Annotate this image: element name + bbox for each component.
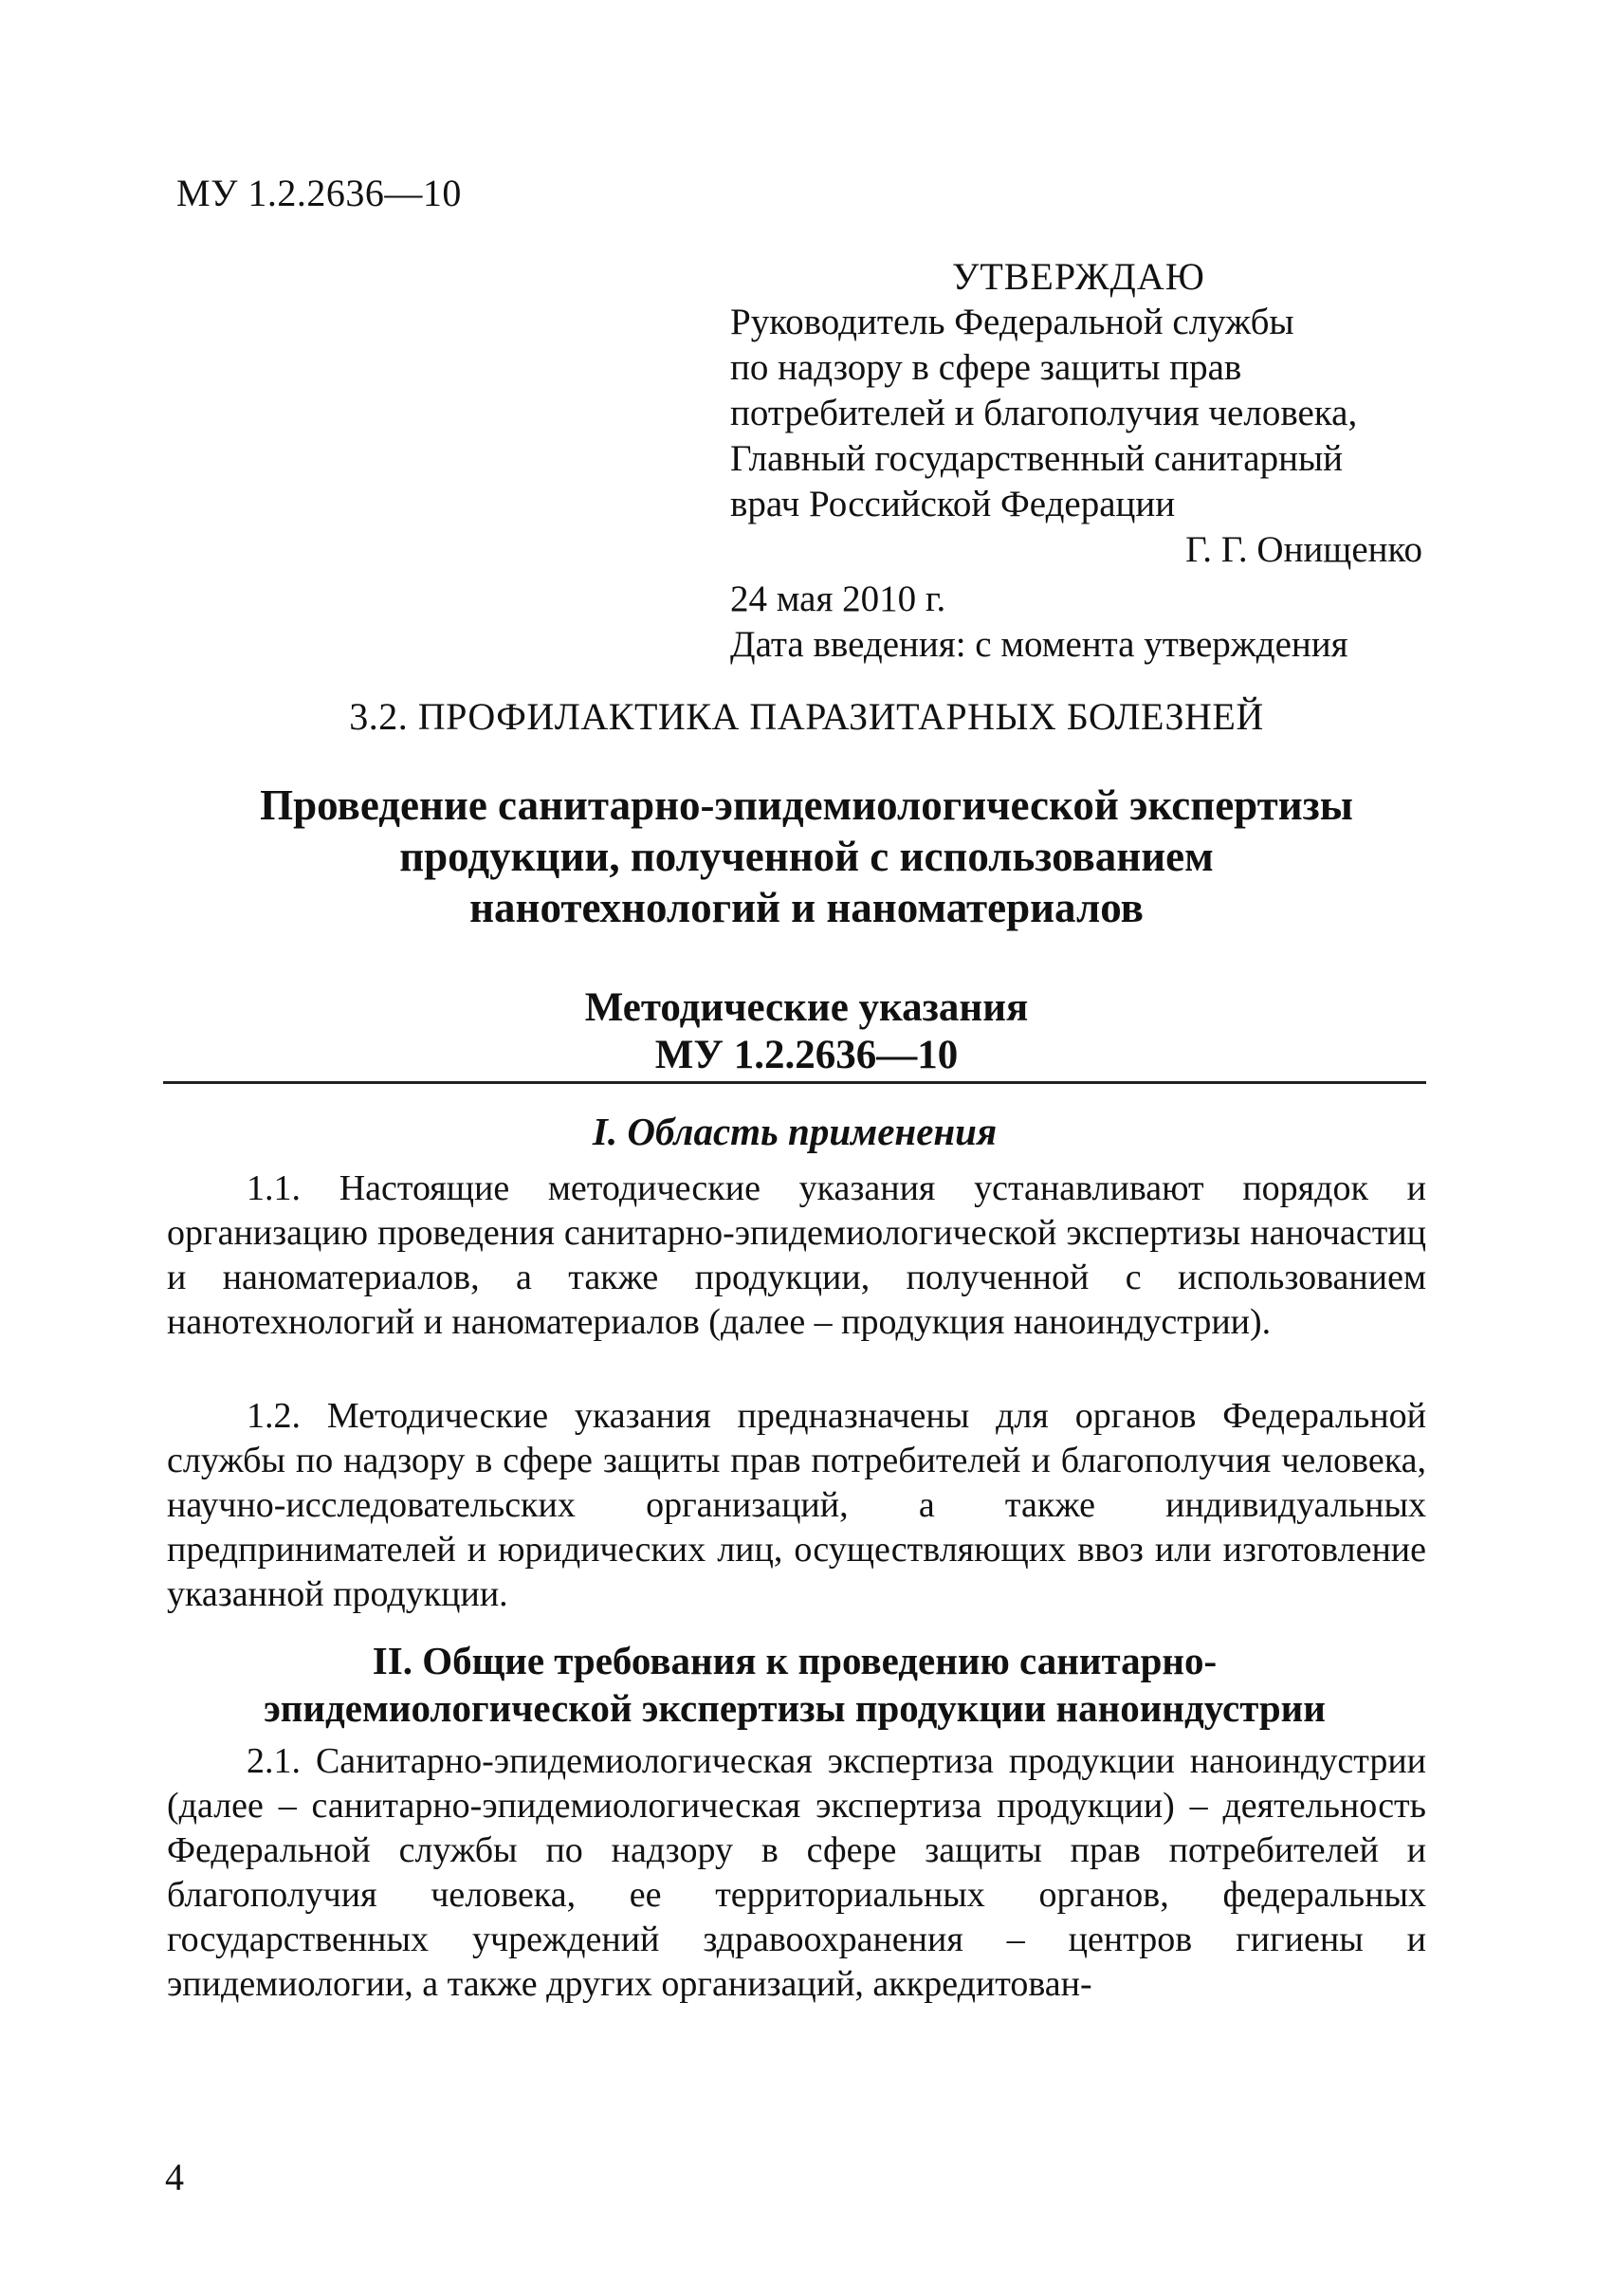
document-title: [152, 780, 1461, 933]
document-kind-label: Методические указания: [584, 985, 1029, 1030]
effective-date: Дата введения: с момента утверждения: [730, 624, 1348, 665]
paragraph-2-1: 2.1. Санитарно-эпидемиологическая экспертиза продукции наноиндустрии (далее – санитарно-эпидемиологическая экспертиза продукции) – деятельность Федеральной службы по надзору в сфере защиты прав потребителей и благополучия человека, ее территориальных органов, федеральных государственных учреждений здравоохранения – центров гигиены и эпидемиологии, а также других организаций, аккредитован-: [167, 1741, 1426, 2004]
document-title-line: Проведение санитарно-эпидемиологической экспертизы: [260, 781, 1353, 829]
chapter-1-heading: I. Область применения: [592, 1110, 998, 1153]
approval-line: Главный государственный санитарный: [730, 438, 1344, 479]
approval-heading: УТВЕРЖДАЮ: [952, 255, 1205, 298]
paragraph-1-2: 1.2. Методические указания предназначены для органов Федеральной службы по надзору в сфере защиты прав потребителей и благополучия человека, научно-исследовательских организаций, а также индивидуальных предпринимателей и юридических лиц, осуществляющих ввоз или изготовление указанной продукции.: [167, 1396, 1426, 1614]
approval-line: врач Российской Федерации: [730, 484, 1176, 524]
document-kind: [152, 984, 1461, 1079]
chapter-2-heading-line: II. Общие требования к проведению санитарно-: [372, 1639, 1218, 1682]
chapter-2-heading: [163, 1637, 1426, 1732]
approval-line: по надзору в сфере защиты прав: [730, 347, 1242, 388]
approval-date: 24 мая 2010 г.: [730, 579, 946, 619]
document-code: МУ 1.2.2636—10: [176, 172, 462, 214]
document-title-line: продукции, полученной с использованием: [399, 833, 1214, 880]
document-kind-code: МУ 1.2.2636—10: [654, 1033, 959, 1077]
approval-line: потребителей и благополучия человека,: [730, 393, 1358, 433]
paragraph-1-1: 1.1. Настоящие методические указания устанавливают порядок и организацию проведения санитарно-эпидемиологической экспертизы наночастиц и наноматериалов, а также продукции, полученной с использованием нанотехнологий и наноматериалов (далее – продукция наноиндустрии).: [167, 1168, 1426, 1342]
page-number: 4: [165, 2156, 184, 2198]
approval-block: [730, 254, 1432, 668]
approval-signer: Г. Г. Онищенко: [1185, 529, 1422, 570]
horizontal-rule: [163, 1081, 1426, 1084]
chapter-2-heading-line: эпидемиологической экспертизы продукции наноиндустрии: [264, 1686, 1326, 1730]
approval-line: Руководитель Федеральной службы: [730, 302, 1294, 342]
section-title: 3.2. ПРОФИЛАКТИКА ПАРАЗИТАРНЫХ БОЛЕЗНЕЙ: [349, 695, 1264, 738]
document-title-line: нанотехнологий и наноматериалов: [469, 884, 1144, 931]
